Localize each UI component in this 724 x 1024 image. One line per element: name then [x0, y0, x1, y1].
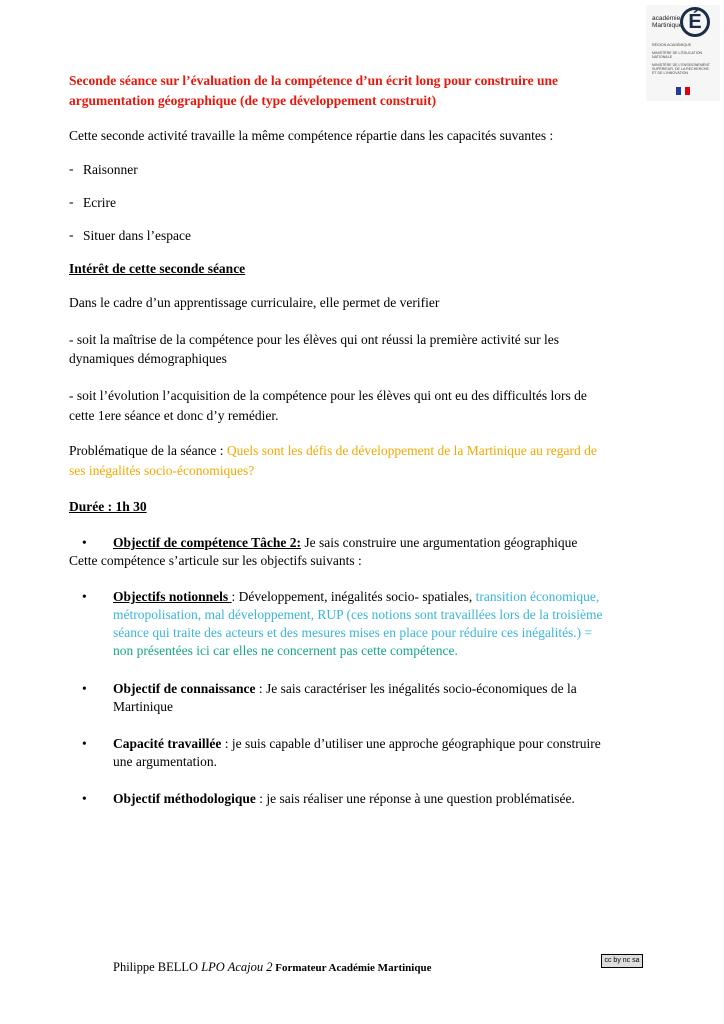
notional-objective [113, 588, 653, 660]
notional-label: Objectifs notionnels [113, 589, 232, 604]
problematique-label: Problématique de la séance : [69, 443, 227, 458]
notional-cyan-1: transition économique, [475, 589, 600, 604]
capacity-item: Raisonner [83, 162, 138, 177]
knowledge-label: Objectif de connaissance [113, 681, 256, 696]
problematique-question: Quels sont les défis de développement de la Martinique au regard de [226, 443, 597, 458]
footer-author: Philippe BELLO [113, 960, 202, 974]
license-text: cc by nc sa [604, 957, 640, 964]
capacity-item: Situer dans l’espace [83, 228, 191, 243]
problematique-line-2: ses inégalités socio-économiques? [69, 463, 255, 478]
task-followup: Cette compétence s’articule sur les objectifs suivants : [69, 553, 362, 568]
capacity-objective [113, 735, 653, 771]
bullet-icon: • [82, 791, 87, 806]
task-text: Je sais construire une argumentation géographique [300, 535, 578, 550]
method-text: : je sais réaliser une réponse à une question problématisée. [255, 791, 575, 806]
logo-text [652, 15, 682, 29]
knowledge-text-1: : Je sais caractériser les inégalités socio-économiques de la [255, 681, 577, 696]
capacity-item: Ecrire [83, 195, 116, 210]
list-marker: - [69, 194, 74, 209]
method-objective [113, 790, 653, 808]
footer-role: Formateur Académie Martinique [272, 962, 432, 974]
knowledge-text-2: Martinique [113, 699, 173, 714]
bullet-icon: • [82, 535, 87, 550]
bullet-icon: • [82, 589, 87, 604]
list-marker: - [69, 161, 74, 176]
footer-school: LPO Acajou 2 [201, 960, 273, 974]
bullet-icon: • [82, 736, 87, 751]
logo-ministere-1: MINISTÈRE DE L'ÉDUCATION NATIONALE [652, 51, 703, 60]
problematique-line-1 [69, 442, 597, 460]
point-1-line-1: - soit la maîtrise de la compétence pour les élèves qui ont réussi la première activité sur les [69, 332, 559, 347]
french-flag-icon [676, 87, 690, 95]
title-line-2: argumentation géographique (de type développement construit) [69, 93, 437, 108]
cc-license-icon [601, 954, 643, 968]
notional-teal: non présentées ici car elles ne concernent pas cette compétence. [113, 643, 458, 658]
point-2-line-2: cette 1ere séance et donc d’y remédier. [69, 408, 279, 423]
capacity-text-2: une argumentation. [113, 754, 217, 769]
academie-martinique-logo [646, 5, 720, 101]
logo-ministere-2: MINISTÈRE DE L'ENSEIGNEMENT SUPÉRIEUR, DE LA RECHERCHE ET DE L'INNOVATION [652, 63, 710, 76]
footer [113, 958, 431, 977]
title-line-1: Seconde séance sur l’évaluation de la compétence d’un écrit long pour construire une [69, 73, 558, 88]
duration: Durée : 1h 30 [69, 499, 147, 514]
interest-text: Dans le cadre d’un apprentissage curriculaire, elle permet de verifier [69, 295, 440, 310]
notional-cyan-2: métropolisation, mal développement, RUP (ces notions sont travaillées lors de la troisième [113, 607, 603, 622]
point-1-line-2: dynamiques démographiques [69, 351, 227, 366]
notional-text: : Développement, inégalités socio- spatiales, [231, 589, 476, 604]
point-2-line-1: - soit l’évolution l’acquisition de la compétence pour les élèves qui ont eu des difficultés lors de [69, 388, 587, 403]
logo-martinique: Martinique [652, 22, 683, 29]
method-label: Objectif méthodologique [113, 791, 256, 806]
logo-academie: académie [652, 15, 681, 22]
knowledge-objective [113, 680, 653, 716]
capacity-label: Capacité travaillée [113, 736, 222, 751]
notional-cyan-3: séance qui traite des acteurs et des mesures mises en place pour réduire ces inégalités.) = [113, 625, 593, 640]
task-objective [113, 534, 577, 552]
list-marker: - [69, 227, 74, 242]
interest-heading: Intérêt de cette seconde séance [69, 261, 246, 276]
capacity-text-1: : je suis capable d’utiliser une approche géographique pour construire [221, 736, 601, 751]
logo-region: RÉGION ACADÉMIQUE [652, 43, 692, 47]
task-label: Objectif de compétence Tâche 2: [113, 535, 301, 550]
intro-text: Cette seconde activité travaille la même compétence répartie dans les capacités suvantes : [69, 128, 554, 143]
logo-e-letter: É [680, 7, 710, 37]
notional-line-1 [113, 588, 653, 606]
bullet-icon: • [82, 681, 87, 696]
